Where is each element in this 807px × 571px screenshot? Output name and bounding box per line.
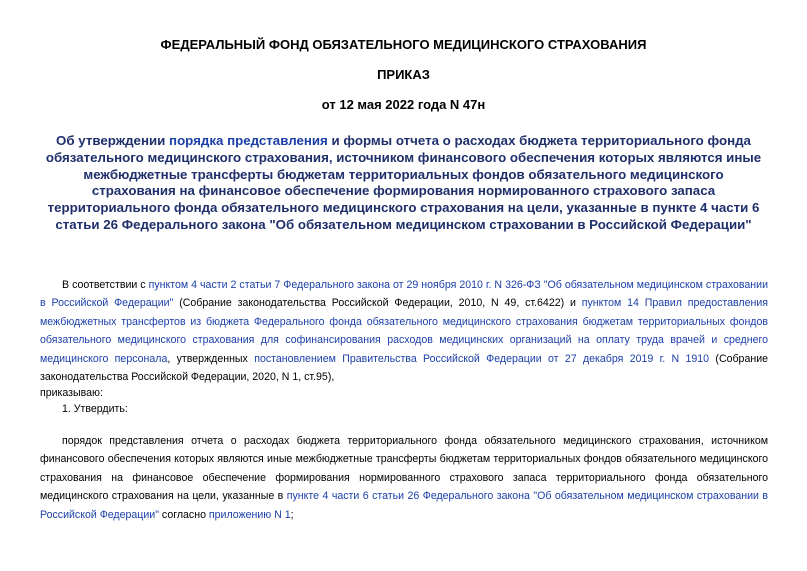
government-decree-link[interactable]: постановлением Правительства Российской Федерации от 27 декабря 2019 г. N 1910: [254, 352, 710, 365]
preamble-paragraph: [40, 276, 768, 386]
item-1a-text-1: порядок представления отчета о расходах бюджета территориального фонда обязательного медицинского страхования, источником финансового обеспечения которых являются иные межбюджетные трансферты бюджетам территориальных фондов обязательного медицинского страхования на финансовое обеспечение формирования нормированного страхового запаса территориального фонда обязательного медицинского страхования на цели, указанные в: [40, 435, 768, 503]
agency-title: ФЕДЕРАЛЬНЫЙ ФОНД ОБЯЗАТЕЛЬНОГО МЕДИЦИНСКОГО СТРАХОВАНИЯ: [160, 37, 647, 52]
law-article-26-link[interactable]: пункте 4 части 6 статьи 26 Федерального закона "Об обязательном медицинском страховании в Российской Федерации": [40, 490, 769, 521]
preamble-text-3: , утвержденных: [167, 352, 255, 365]
preamble-text-2: (Собрание законодательства Российской Федерации, 2010, N 49, ст.6422) и: [173, 297, 582, 310]
appendix-1-link[interactable]: приложению N 1: [208, 508, 291, 521]
title-text-start: Об утверждении: [56, 133, 170, 148]
item-1a-paragraph: [40, 432, 768, 524]
title-link-procedure[interactable]: порядка представления: [169, 133, 328, 148]
item-1-label: 1. Утвердить:: [62, 403, 128, 415]
preamble-text-1: В соответствии с: [62, 279, 149, 291]
law-326-link[interactable]: пунктом 4 части 2 статьи 7 Федерального закона от 29 ноября 2010 г. N 326-ФЗ "Об обязательном медицинском страховании в Российской Федерации": [40, 279, 768, 310]
title-text-rest: формы отчета о расходах бюджета территориального фонда обязательного медицинского страхования, источником финансового обеспечения которых являются иные межбюджетные трансферты бюджетам территориальных фондов обязательного медицинского страхования на финансовое обеспечение формирования нормированного страхового запаса территориального фонда обязательного медицинского страхования на цели, указанные в пункте 4 части 6 статьи 26 Федерального закона "Об обязательном медицинском страховании в Российской Федерации": [45, 133, 762, 232]
item-1a-text-2: согласно: [158, 508, 209, 521]
item-1a-text-3: ;: [290, 508, 294, 521]
preamble-text-4: (Собрание законодательства Российской Федерации, 2020, N 1, ст.95),: [40, 352, 769, 384]
rules-point-14-link[interactable]: пунктом 14 Правил предоставления межбюджетных трансфертов из бюджета Федерального фонда обязательного медицинского страхования бюджетам территориальных фондов обязательного медицинского страхования для софинансирования расходов медицинских организаций на оплату труда врачей и среднего медицинского персонала: [40, 297, 769, 365]
order-word: приказываю:: [40, 387, 103, 399]
title-text-and: и: [327, 133, 344, 148]
document-type: ПРИКАЗ: [377, 67, 430, 82]
document-title: [40, 133, 767, 234]
document-date-number: от 12 мая 2022 года N 47н: [321, 97, 486, 112]
